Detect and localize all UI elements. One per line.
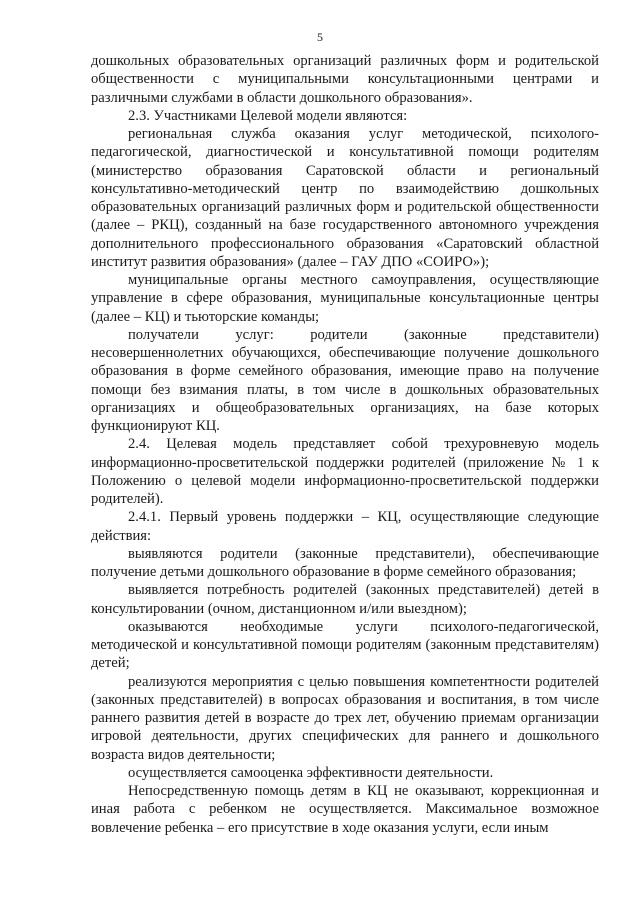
paragraph-section-2-4-1: 2.4.1. Первый уровень поддержки – КЦ, осуществляющие следующие действия: [91, 509, 599, 544]
paragraph-municipal-bodies: муниципальные органы местного самоуправления, осуществляющие управление в сфере образования, муниципальные консультационные центры (далее – КЦ) и тьюторские команды; [91, 272, 599, 325]
paragraph-competence-events: реализуются мероприятия с целью повышения компетентности родителей (законных представителей) в вопросах образования и воспитания, в том числе раннего развития детей в возрасте до трех лет, обучению приемам организации игровой деятельности, других специфических для раннего и дошкольного возраста видов деятельности; [91, 673, 599, 763]
paragraph-direct-help: Непосредственную помощь детям в КЦ не оказывают, коррекционная и иная работа с ребенком не осуществляется. Максимальное возможное вовлечение ребенка – его присутствие в ходе оказания услуги, если иным [91, 783, 599, 836]
paragraph-section-2-3: 2.3. Участниками Целевой модели являются: [128, 107, 408, 124]
document-body [91, 52, 599, 837]
paragraph-identify-parents: выявляются родители (законные представители), обеспечивающие получение детьми дошкольного образование в форме семейного образования; [91, 545, 599, 580]
page-number: 5 [317, 30, 323, 44]
paragraph-provide-services: оказываются необходимые услуги психолого-педагогической, методической и консультативной помощи родителям (законным представителям) детей; [91, 618, 599, 672]
paragraph-service-recipients: получатели услуг: родители (законные представители) несовершеннолетних обучающихся, обеспечивающие получение дошкольного образования в форме семейного образования, имеющие право на получение помощи без взимания платы, в том числе в дошкольных образовательных организациях и общеобразовательных организациях, на базе которых функционируют КЦ. [91, 326, 599, 434]
paragraph-continuation: дошкольных образовательных организаций различных форм и родительской общественности с муниципальными консультационными центрами и различными службами в области дошкольного образования». [91, 53, 599, 106]
paragraph-regional-service: региональная служба оказания услуг методической, психолого-педагогической, диагностической и консультативной помощи родителям (министерство образования Саратовской области и региональный консультативно-методический центр по взаимодействию дошкольных образовательных организаций различных форм и родительской общественности (далее – РКЦ), созданный на базе государственного автономного учреждения дополнительного профессионального образования «Саратовский областной институт развития образования» (далее – ГАУ ДПО «СОИРО»); [91, 126, 599, 270]
paragraph-section-2-4: 2.4. Целевая модель представляет собой трехуровневую модель информационно-просветительской поддержки родителей (приложение № 1 к Положению о целевой модели информационно-просветительской поддержки родителей). [91, 436, 599, 507]
paragraph-self-assessment: осуществляется самооценка эффективности деятельности. [128, 764, 494, 781]
paragraph-identify-needs: выявляется потребность родителей (законных представителей) детей в консультировании (очном, дистанционном и/или выездном); [91, 582, 599, 617]
